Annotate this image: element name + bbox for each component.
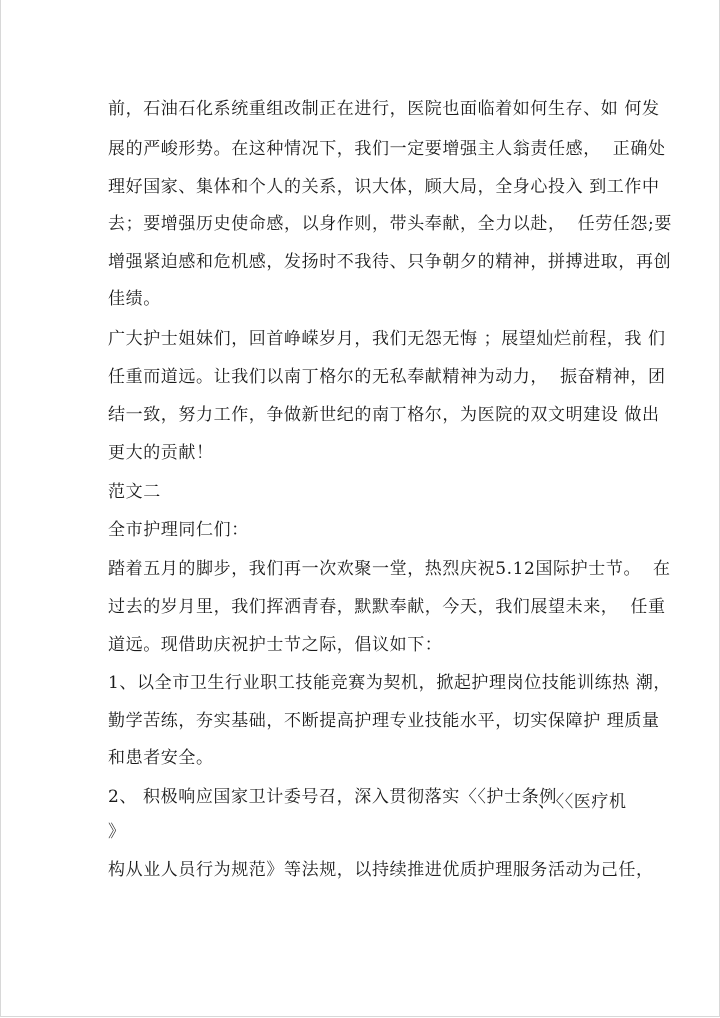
- text-line-3: 理好国家、集体和个人的关系，识大体，顾大局，全身心投入 到工作中: [108, 177, 660, 197]
- text-line-10: 更大的贡献！: [108, 443, 214, 463]
- text-line-13: 踏着五月的脚步，我们再一次欢聚一堂，热烈庆祝5.12国际护士节。 在: [108, 559, 671, 579]
- text-line-7: 广大护士姐妹们，回首峥嵘岁月，我们无怨无悔 ；展望灿烂前程，我 们: [108, 329, 666, 349]
- list-item-1-line-2: 勤学苦练，夯实基础，不断提高护理专业技能水平，切实保障护 理质量: [108, 711, 660, 731]
- list-item-2-bracket: 》: [108, 822, 126, 842]
- list-item-2-line-1: 2、 积极响应国家卫计委号召，深入贯彻落实〈〈护士条例: [108, 787, 557, 807]
- list-item-2-line-1-end: 、〈〈医疗机: [538, 792, 627, 812]
- list-item-1-line-1: 1、以全市卫生行业职工技能竞赛为契机，掀起护理岗位技能训练热 潮，: [108, 673, 672, 693]
- text-line-4: 去；要增强历史使命感，以身作则，带头奉献，全力以赴， 任劳任怨;要: [108, 214, 672, 234]
- salutation: 全市护理同仁们：: [108, 520, 249, 540]
- text-line-6: 佳绩。: [108, 289, 161, 309]
- text-line-15: 道远。现借助庆祝护士节之际，倡议如下：: [108, 635, 443, 655]
- list-item-1-line-3: 和患者安全。: [108, 748, 214, 768]
- text-line-1: 前，石油石化系统重组改制正在进行，医院也面临着如何生存、如 何发: [108, 99, 660, 119]
- text-line-5: 增强紧迫感和危机感，发扬时不我待、只争朝夕的精神，拼搏进取，再创: [108, 252, 672, 272]
- text-line-9: 结一致，努力工作，争做新世纪的南丁格尔，为医院的双文明建设 做出: [108, 405, 660, 425]
- text-line-8: 任重而道远。让我们以南丁格尔的无私奉献精神为动力， 振奋精神，团: [108, 367, 666, 387]
- list-item-2-line-2: 构从业人员行为规范》等法规，以持续推进优质护理服务活动为己任，: [108, 860, 654, 880]
- text-line-2: 展的严峻形势。在这种情况下，我们一定要增强主人翁责任感， 正确处: [108, 139, 666, 159]
- text-line-14: 过去的岁月里，我们挥洒青春，默默奉献，今天，我们展望未来， 任重: [108, 597, 666, 617]
- section-heading: 范文二: [108, 482, 161, 502]
